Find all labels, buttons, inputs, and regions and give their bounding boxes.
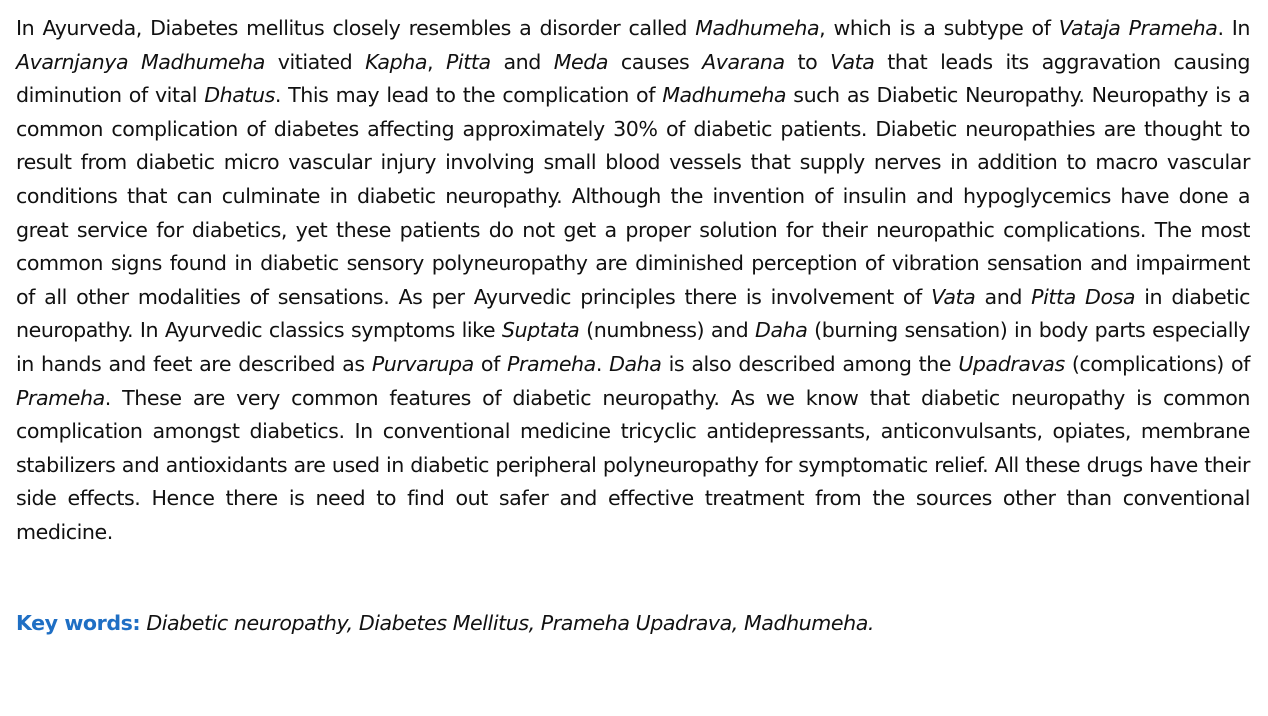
abstract-text: of — [473, 351, 508, 376]
abstract-text: , which is a subtype of — [819, 16, 1059, 40]
abstract-text: . — [595, 351, 610, 376]
abstract-text: (numbness) and — [579, 318, 756, 343]
sanskrit-term: Purvarupa — [371, 351, 474, 376]
sanskrit-term: Avarnjanya Madhumeha — [16, 49, 265, 74]
abstract-text: (burning sensation) in body parts especially in hands and feet are described as — [16, 318, 1251, 376]
abstract-text: , — [427, 49, 446, 74]
abstract-text: causes — [608, 49, 703, 74]
sanskrit-term: Vata — [931, 284, 976, 309]
sanskrit-term: Avarana — [702, 49, 785, 74]
abstract-text: vitiated — [264, 49, 366, 74]
keywords-label: Key words: — [16, 611, 141, 635]
sanskrit-term: Upadravas — [958, 351, 1065, 376]
keywords-line — [16, 607, 1250, 641]
abstract-text: . This may lead to the complication of — [274, 83, 663, 108]
abstract-text: such as Diabetic Neuropathy. Neuropathy is a common complication of diabetes affecting approximately 30% of diabetic patients. Diabetic neuropathies are thought to result from diabetic micro vascular injury involving small blood vessels that supply nerves in addition to macro vascular conditions that can culminate in diabetic neuropathy. Although the invention of insulin and hypoglycemics have done a great service for diabetics, yet these patients do not get a proper solution for their neuropathic complications. The most common signs found in diabetic sensory polyneuropathy are diminished perception of vibration sensation and impairment of all other modalities of sensations. As per Ayurvedic principles there is involvement of — [16, 83, 1251, 309]
sanskrit-term: Pitta Dosa — [1031, 284, 1136, 309]
abstract-paragraph — [16, 12, 1250, 550]
sanskrit-term: Prameha — [16, 385, 105, 410]
sanskrit-term: Vataja Prameha — [1058, 16, 1218, 40]
sanskrit-term: Prameha — [507, 351, 596, 376]
abstract-text: to — [784, 49, 831, 74]
abstract-text: . In — [1217, 16, 1251, 40]
sanskrit-term: Dhatus — [204, 83, 275, 108]
sanskrit-term: Madhumeha — [662, 83, 787, 108]
abstract-text: that leads its aggravation causing diminution of vital — [16, 49, 1250, 108]
abstract-text: and — [975, 284, 1032, 309]
abstract-text: . These are very common features of diabetic neuropathy. As we know that diabetic neuropathy is common complication amongst diabetics. In conventional medicine tricyclic antidepressants, anticonvulsants, opiates, membrane stabilizers and antioxidants are used in diabetic peripheral polyneuropathy for symptomatic relief. All these drugs have their side effects. Hence there is need to find out safer and effective treatment from the sources other than conventional medicine. — [16, 385, 1250, 544]
abstract-text: and — [490, 49, 554, 74]
abstract-text: in diabetic neuropathy. In Ayurvedic classics symptoms like — [16, 284, 1251, 343]
sanskrit-term: Suptata — [501, 318, 580, 343]
sanskrit-term: Daha — [609, 351, 662, 376]
abstract-text: In Ayurveda, Diabetes mellitus closely resembles a disorder called — [16, 16, 696, 40]
sanskrit-term: Vata — [830, 49, 875, 74]
sanskrit-term: Madhumeha — [695, 16, 820, 40]
abstract-text: (complications) of — [1064, 351, 1250, 376]
abstract-text: is also described among the — [661, 351, 959, 376]
keywords-list: Diabetic neuropathy, Diabetes Mellitus, Prameha Upadrava, Madhumeha. — [140, 611, 874, 635]
sanskrit-term: Pitta — [445, 49, 491, 74]
sanskrit-term: Daha — [755, 318, 808, 343]
sanskrit-term: Kapha — [365, 49, 427, 74]
sanskrit-term: Meda — [553, 49, 609, 74]
